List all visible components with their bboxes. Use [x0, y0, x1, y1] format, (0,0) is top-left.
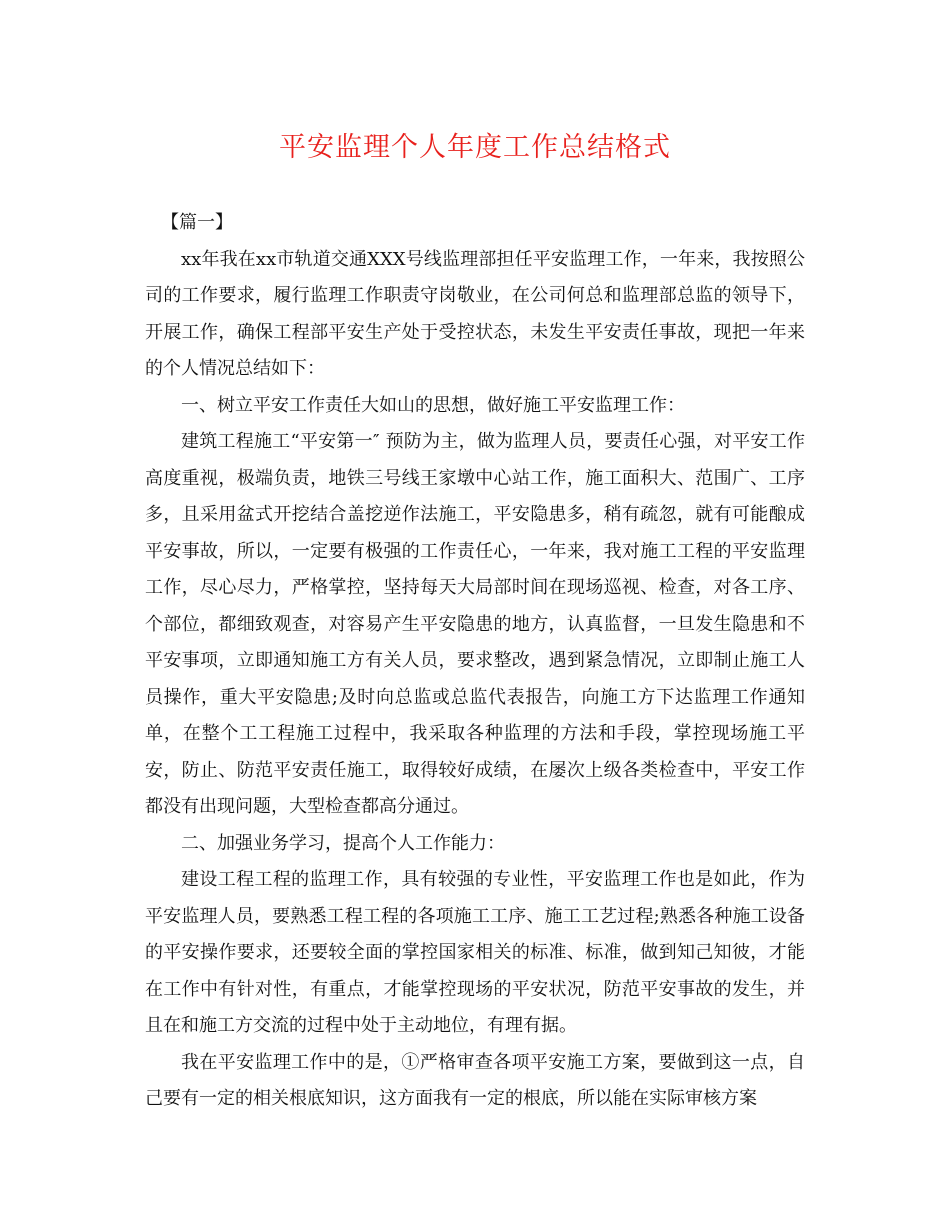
document-title: 平安监理个人年度工作总结格式 — [279, 132, 671, 163]
paragraph-intro: xx年我在xx市轨道交通XXX号线监理部担任平安监理工作，一年来，我按照公司的工作要求，履行监理工作职责守岗敬业，在公司何总和监理部总监的领导下，开展工作，确保工程部平安生产处于受控状态，未发生平安责任事故，现把一年来的个人情况总结如下： — [145, 248, 805, 379]
paragraph-professional-study: 建设工程工程的监理工作，具有较强的专业性，平安监理工作也是如此，作为平安监理人员，要熟悉工程工程的各项施工工序、施工工艺过程;熟悉各种施工设备的平安操作要求，还要较全面的掌控国家相关的标准、标准，做到知己知彼，才能在工作中有针对性，有重点，才能掌控现场的平安状况，防范平安事故的发生，并且在和施工方交流的过程中处于主动地位，有理有据。 — [145, 869, 805, 1036]
document-body — [145, 205, 805, 1118]
paragraph-safety-supervision: 建筑工程施工“平安第一″ 预防为主，做为监理人员，要责任心强，对平安工作高度重视，极端负责，地铁三号线王家墩中心站工作，施工面积大、范围广、工序多，且采用盆式开挖结合盖挖逆作法施工，平安隐患多，稍有疏忽，就有可能酿成平安事故，所以，一定要有极强的工作责任心，一年来，我对施工工程的平安监理工作，尽心尽力，严格掌控，坚持每天大局部时间在现场巡视、检查，对各工序、个部位，都细致观查，对容易产生平安隐患的地方，认真监督，一旦发生隐患和不平安事项，立即通知施工方有关人员，要求整改，遇到紧急情况，立即制止施工人员操作，重大平安隐患;及时向总监或总监代表报告，向施工方下达监理工作通知单，在整个工工程施工过程中，我采取各种监理的方法和手段，掌控现场施工平安，防止、防范平安责任施工，取得较好成绩，在屡次上级各类检查中，平安工作都没有出现问题，大型检查都高分通过。 — [145, 431, 805, 817]
paragraph-heading-1: 一、树立平安工作责任大如山的思想，做好施工平安监理工作： — [181, 394, 685, 416]
paragraph-review-plans: 我在平安监理工作中的是，①严格审查各项平安施工方案，要做到这一点，自己要有一定的相关根底知识，这方面我有一定的根底，所以能在实际审核方案 — [145, 1051, 805, 1109]
paragraph-heading-2: 二、加强业务学习，提高个人工作能力： — [181, 832, 505, 854]
section-label: 【篇一】 — [161, 212, 233, 233]
